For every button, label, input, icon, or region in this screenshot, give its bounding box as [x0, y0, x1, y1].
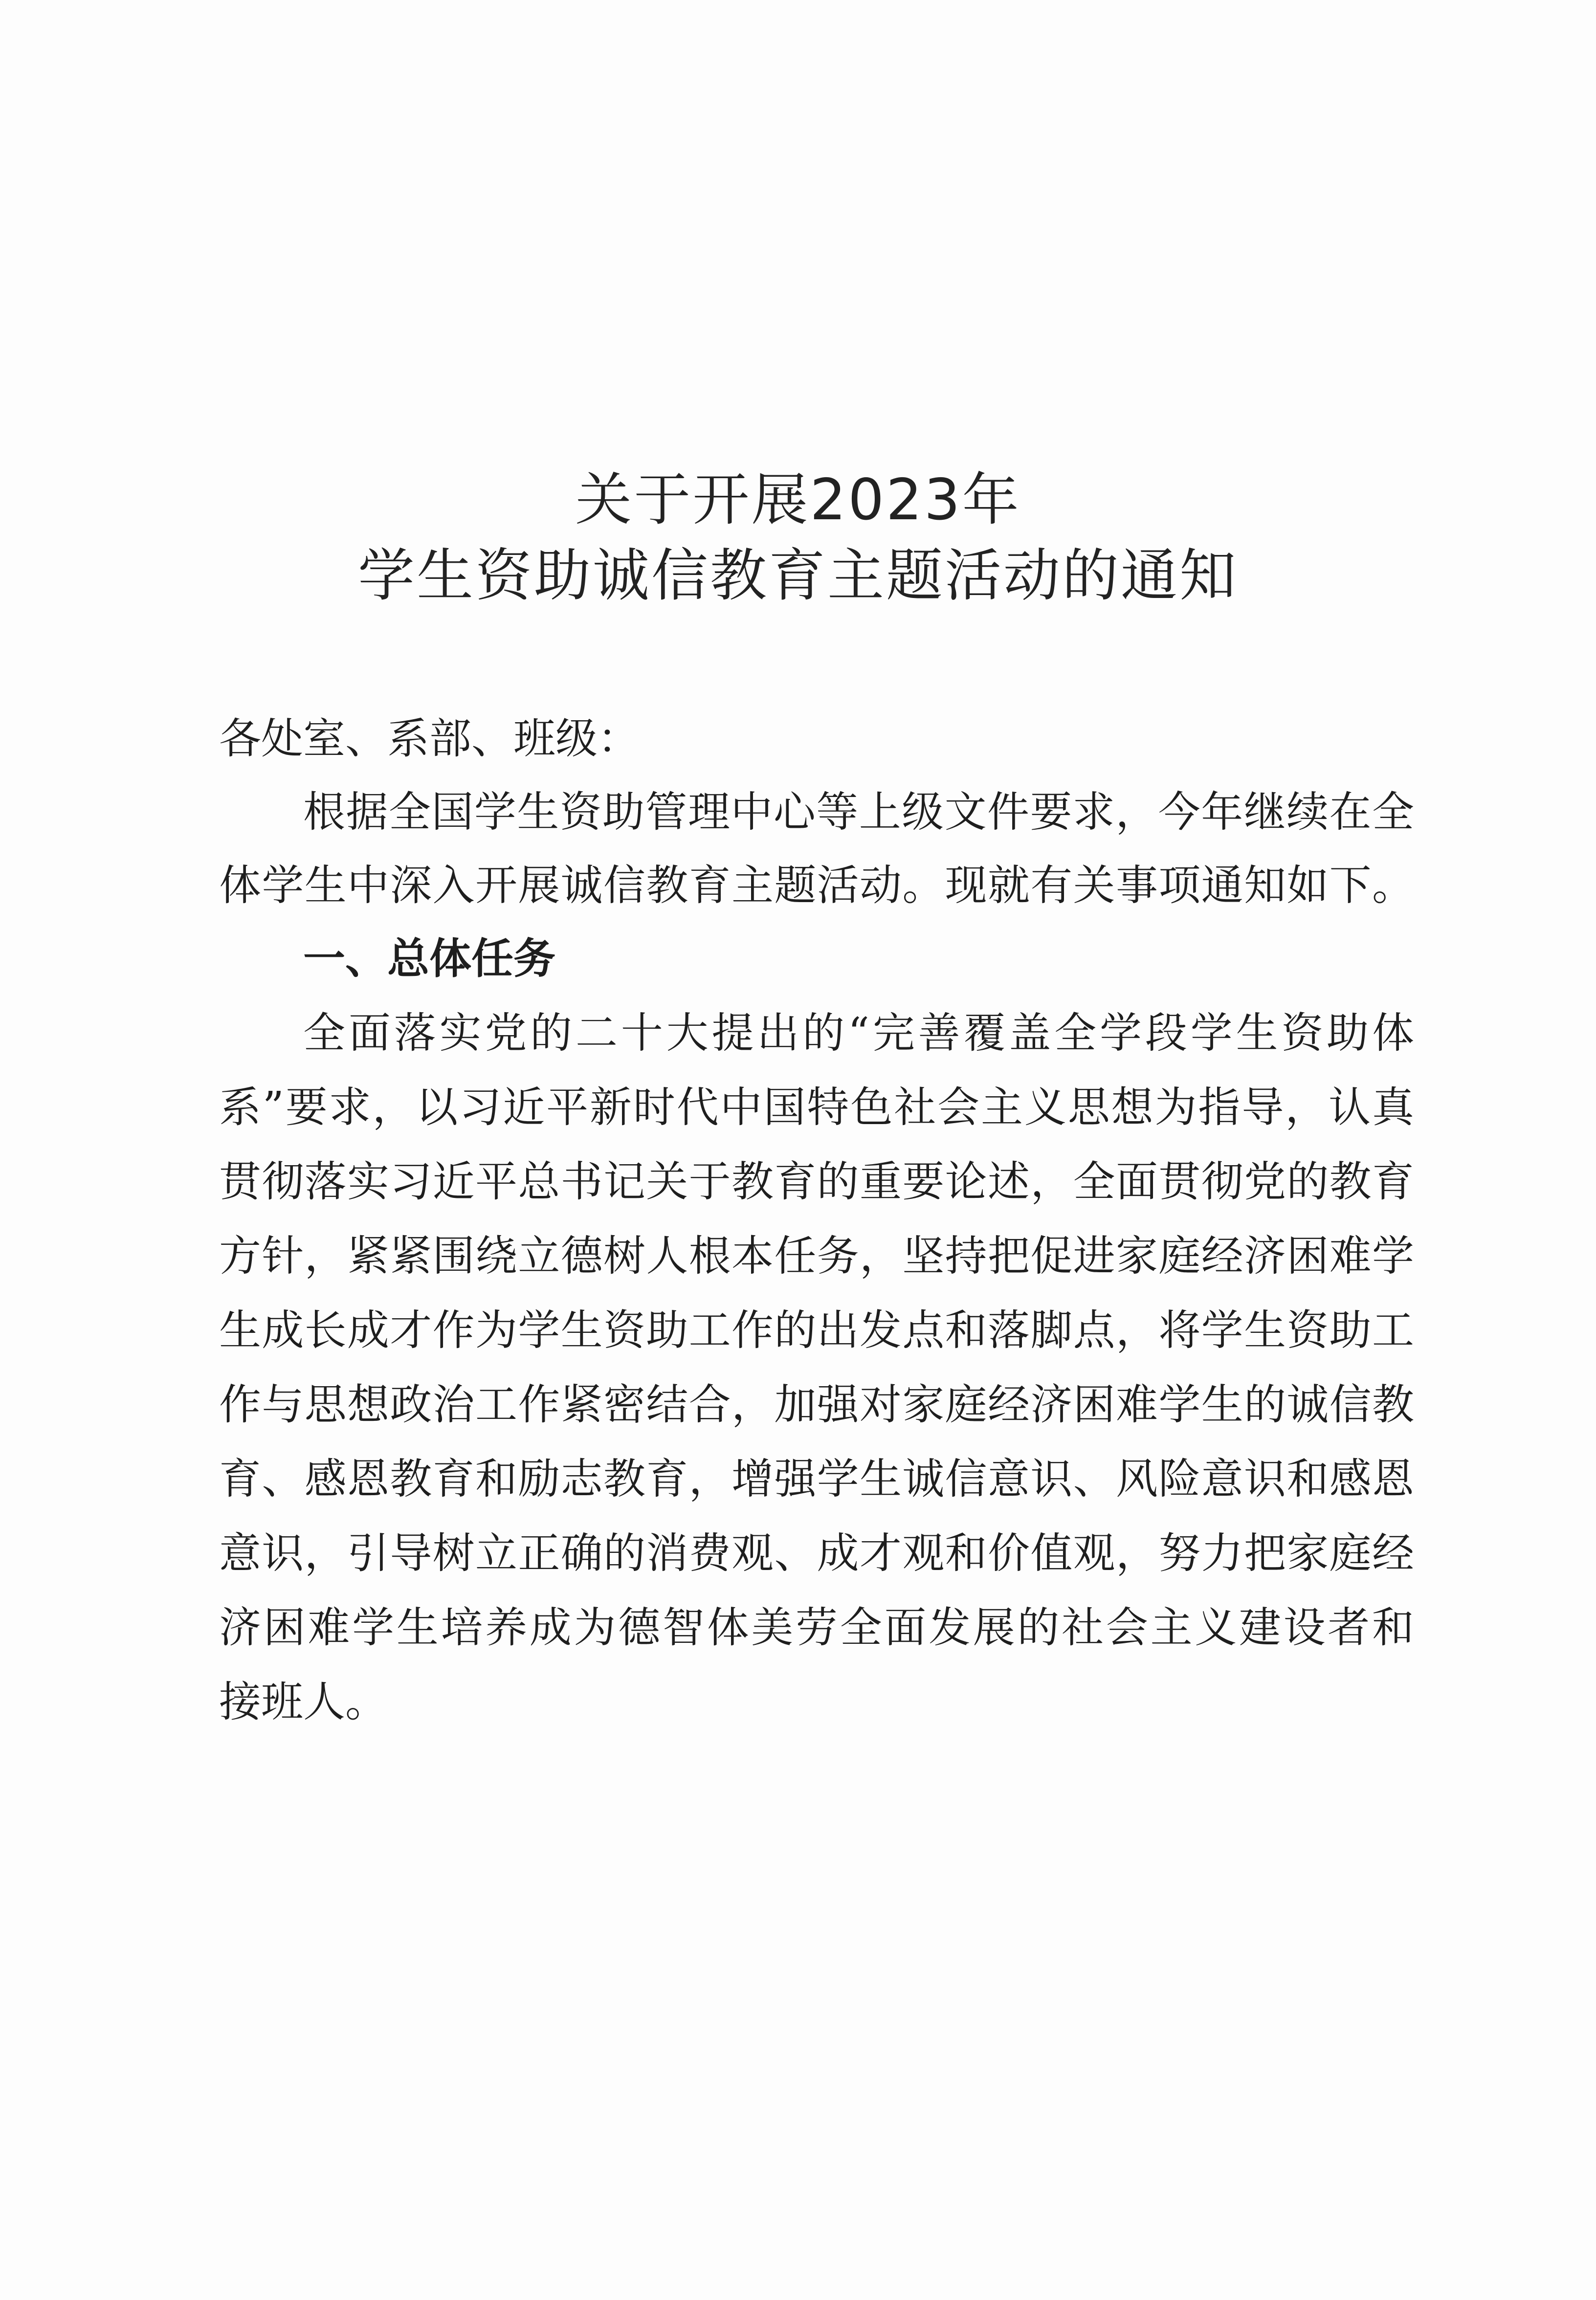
paragraph-line: 贯彻落实习近平总书记关于教育的重要论述，全面贯彻党的教育 — [219, 1157, 1414, 1206]
section-heading: 一、总体任务 — [303, 934, 555, 983]
paragraph-line: 意识，引导树立正确的消费观、成才观和价值观，努力把家庭经 — [219, 1529, 1414, 1578]
paragraph-line: 育、感恩教育和励志教育，增强学生诚信意识、风险意识和感恩 — [219, 1455, 1414, 1504]
paragraph-line: 济困难学生培养成为德智体美劳全面发展的社会主义建设者和 — [219, 1603, 1414, 1652]
paragraph-line: 全面落实党的二十大提出的“完善覆盖全学段学生资助体 — [303, 1009, 1414, 1058]
paragraph-line: 接班人。 — [219, 1678, 387, 1726]
document-title-line-1: 关于开展2023年 — [575, 467, 1021, 533]
paragraph-line: 作与思想政治工作紧密结合，加强对家庭经济困难学生的诚信教 — [219, 1380, 1414, 1429]
document-title-line-2: 学生资助诚信教育主题活动的通知 — [358, 543, 1238, 609]
intro-line: 体学生中深入开展诚信教育主题活动。现就有关事项通知如下。 — [219, 861, 1414, 910]
intro-line: 根据全国学生资助管理中心等上级文件要求，今年继续在全 — [303, 788, 1414, 837]
paragraph-line: 生成长成才作为学生资助工作的出发点和落脚点，将学生资助工 — [219, 1306, 1414, 1355]
paragraph-line: 方针，紧紧围绕立德树人根本任务，坚持把促进家庭经济困难学 — [219, 1232, 1414, 1281]
paragraph-line: 系”要求，以习近平新时代中国特色社会主义思想为指导，认真 — [219, 1083, 1414, 1132]
salutation: 各处室、系部、班级： — [219, 714, 640, 763]
